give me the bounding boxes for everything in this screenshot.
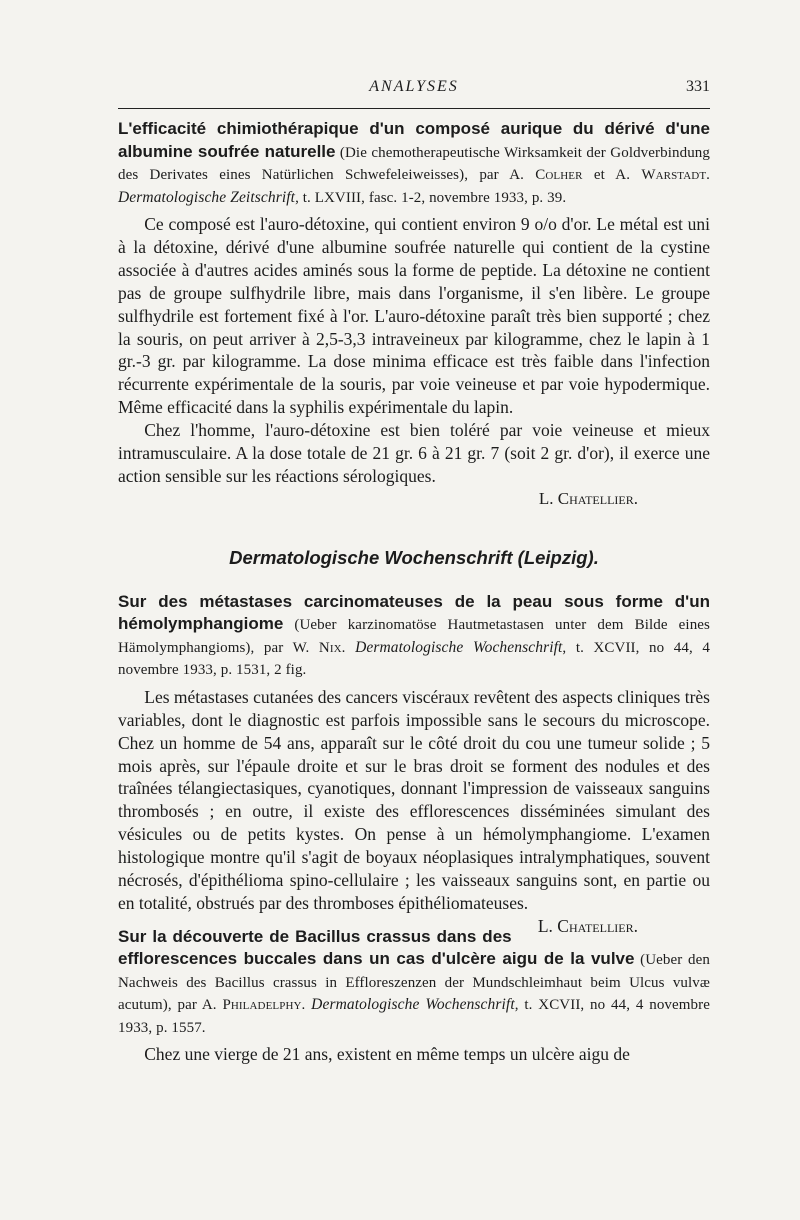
header-rule [118,108,710,109]
article-title: L'efficacité chimiothérapique d'un composé aurique du dérivé d'une albumine soufrée naturelle [118,119,710,161]
body-paragraph: Chez l'homme, l'auro-détoxine est bien toléré par voie veineuse et mieux intramusculaire. A la dose totale de 21 gr. 6 à 21 gr. 7 (soit 2 gr. d'or), il exerce une action sensible sur les réactions sérologiques. [118,420,710,486]
author-name: Nix [318,639,342,656]
article-philadelphy [118,926,710,1066]
journal-name: Dermatologische Wochenschrift [311,996,515,1014]
author-name: Colher [535,167,583,183]
journal-name: Dermatologische Wochenschrift [355,638,563,656]
article-reference: (Die chemotherapeutische Wirksamkeit der Goldverbindung des Derivates eines Natürlichen Schwefeleiweisses), par A. Colher et A. Warstadt. Dermatologische Zeitschrift, t. LXVIII, fasc. 1-2, novembre 1933, p. 39. [118,144,711,206]
page-number: 331 [686,78,710,95]
author-name: Philadelphy [222,997,302,1014]
article-colher-warstadt [118,118,710,511]
running-title: ANALYSES [369,78,459,95]
running-head [118,78,710,102]
article-heading [118,926,710,1040]
body-paragraph: Les métastases cutanées des cancers viscéraux revêtent des aspects cliniques très variables, dont le diagnostic est parfois impossible sans le secours du microscope. Chez un homme de 54 ans, apparaît sur le côté droit du cou une tumeur solide ; 5 mois après, sur l'épaule droite et sur le bras droit se forment des nodules et des traînées télangiectasiques, cyanotiques, donnant l'impression de vaisseaux sanguins thrombosés ; en outre, il existe des efflorescences disséminées simulant des vésicules ou de petits kystes. On pense à un hémolymphangiome. L'examen histologique montre qu'il s'agit de boyaux néoplasiques intralymphatiques, souvent nécrosés, d'épithélioma spino-cellulaire ; les vaisseaux sanguins sont, en partie ou en totalité, obstrués par des thromboses épithéliomateuses. L. Chatellier. [118,686,710,936]
body-paragraph: Ce composé est l'auro-détoxine, qui contient environ 9 o/o d'or. Le métal est uni à la détoxine, dérivé d'une albumine soufrée naturelle qui contient de la cystine associée à d'autres acides aminés sous la forme de peptide. La détoxine ne contient pas de groupe sulfhydrile libre, mais dans l'organisme, il s'en libère. Le groupe sulfhydrile est fortement fixé à l'or. L'auro-détoxine paraît très bien supporté ; chez la souris, on peut arriver à 2,5-3,3 intraveineux par kilogramme, chez le lapin à 1 gr.-3 gr. par kilogramme. La dose minima efficace est très faible dans l'infection récurrente expérimentale de la souris, par voie veineuse et par voie hypodermique. Même efficacité dans la syphilis expérimentale du lapin. [118,214,710,418]
journal-name: Dermatologische Zeitschrift [118,188,296,206]
article-title: Sur la découverte de Bacillus crassus dans des efflorescences buccales dans un cas d'ulcère aigu de la vulve [118,926,635,969]
author-name: Warstadt [641,167,707,183]
article-nix [118,591,710,936]
section-title: Dermatologische Wochenschrift (Leipzig). [229,546,599,568]
article-title: Sur des métastases carcinomateuses de la peau sous forme d'un hémolymphangiome [118,591,710,634]
signature: L. Chatellier. [537,915,638,936]
article-heading [118,118,710,209]
page-content [118,118,710,1066]
signature: L. Chatellier. [538,488,638,508]
article-reference: (Ueber den Nachweis des Bacillus crassus in Effloreszenzen der Mundschleimhaut beim Ulcus vulvæ acutum), par A. Philadelphy. Dermatologische Wochenschrift, t. XCVII, no 44, 4 novembre 1933, p. 1557. [118,952,710,1036]
article-reference: (Ueber karzinomatöse Hautmetastasen unter dem Bilde eines Hämolymphangioms), par W. Nix. Dermatologische Wochenschrift, t. XCVII, no 44, 4 novembre 1933, p. 1531, 2 fig. [118,617,710,679]
body-paragraph: Chez une vierge de 21 ans, existent en même temps un ulcère aigu de [144,1044,630,1065]
article-heading [118,591,710,682]
